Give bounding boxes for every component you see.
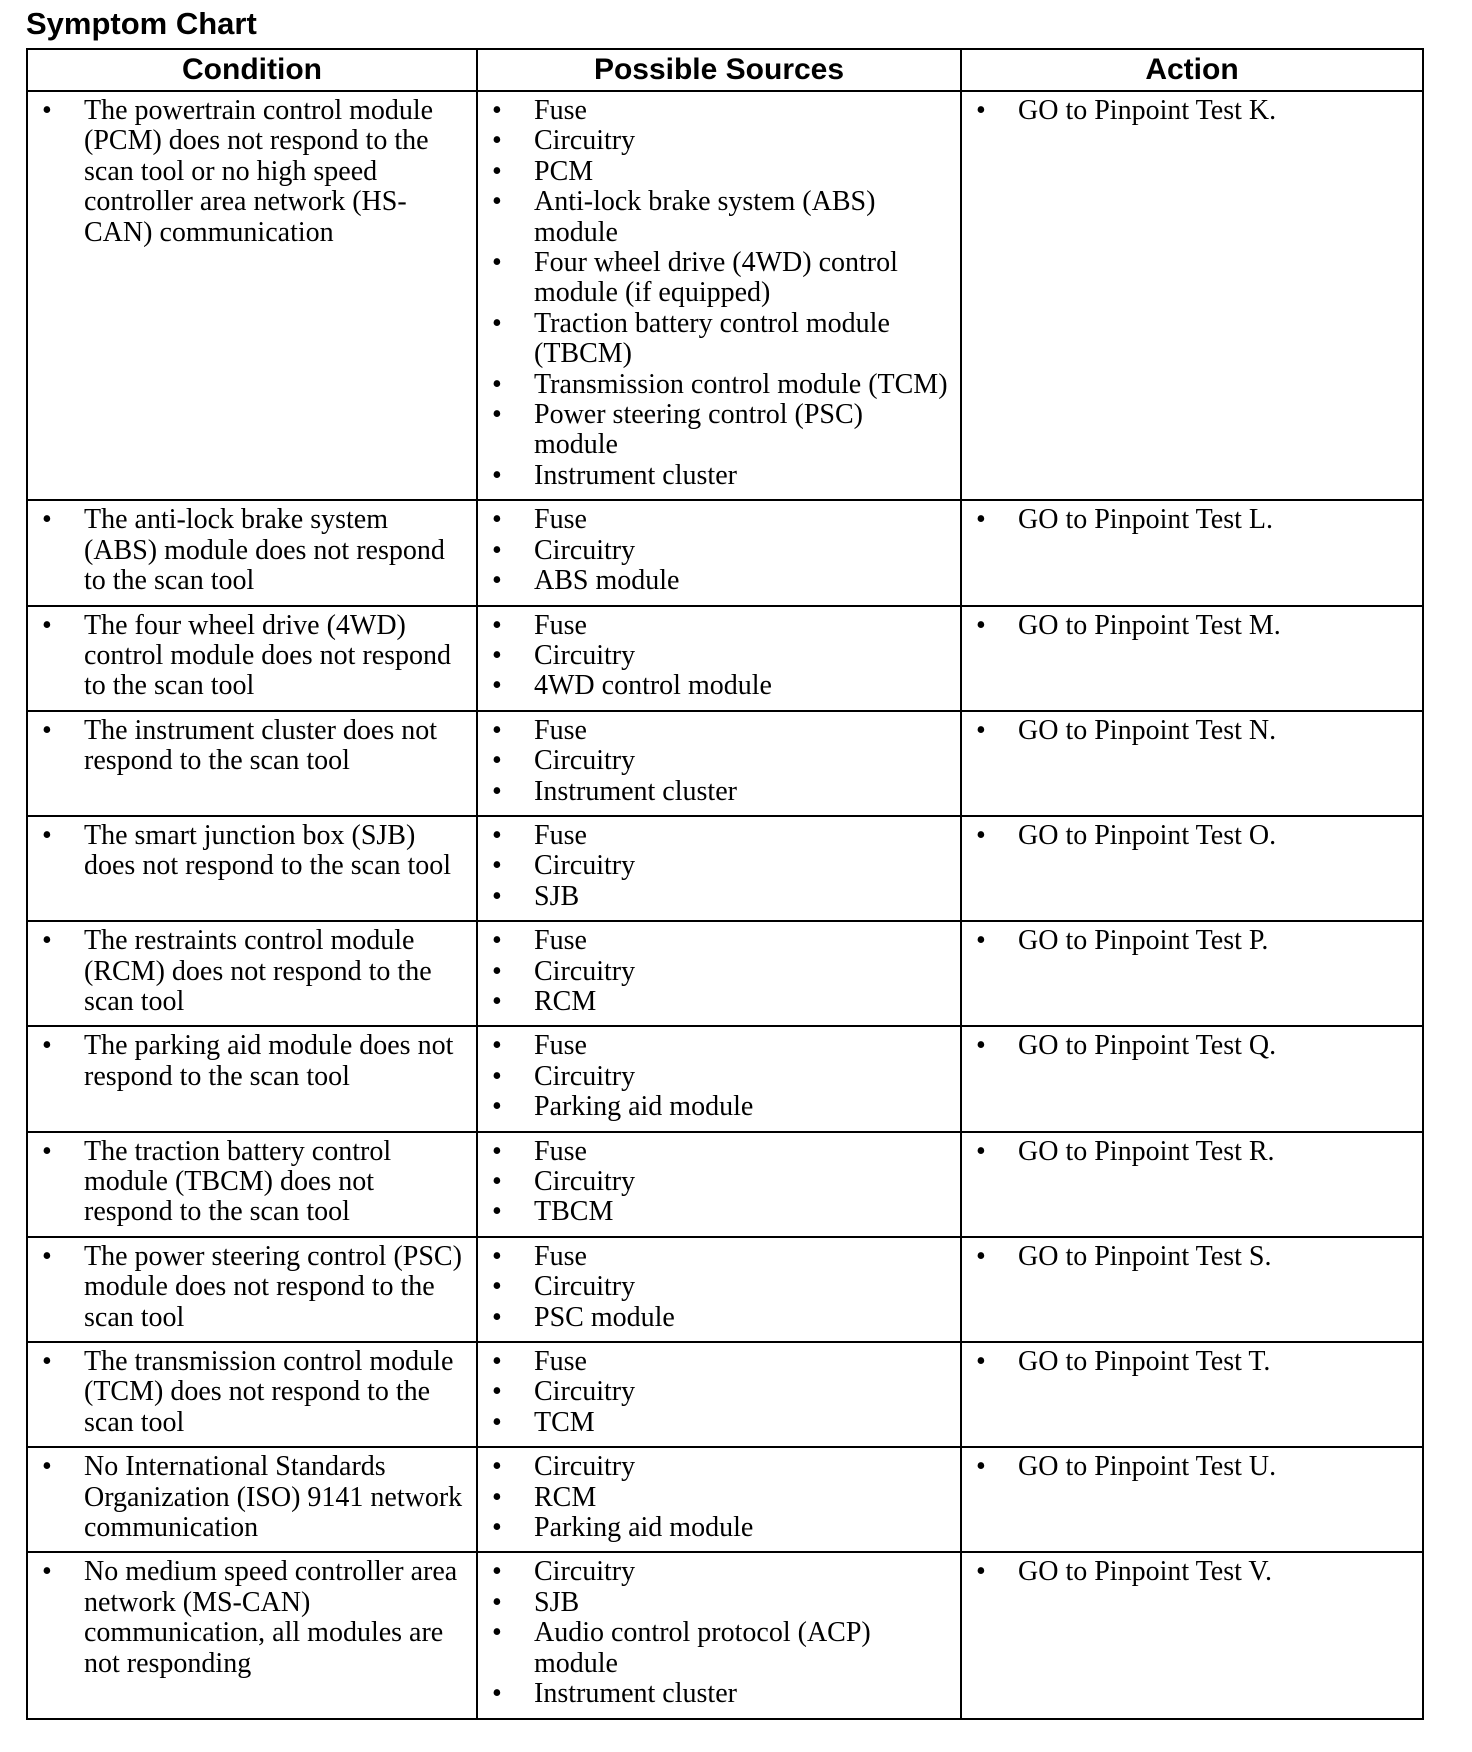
pinpoint-test-action: • GO to Pinpoint Test U. <box>972 1452 1412 1482</box>
condition-text: • The four wheel drive (4WD) control module does not respond to the scan tool <box>38 611 466 702</box>
action-cell <box>961 1447 1423 1552</box>
condition-cell <box>27 91 477 500</box>
list-item: • Instrument cluster <box>488 777 950 807</box>
list-item: • Traction battery control module (TBCM) <box>488 309 950 370</box>
table-row <box>27 1026 1423 1131</box>
possible-sources-cell <box>477 1447 961 1552</box>
table-row <box>27 91 1423 500</box>
list-item: • Instrument cluster <box>488 1679 950 1709</box>
table-row <box>27 500 1423 605</box>
possible-sources-list <box>488 1452 950 1543</box>
condition-list <box>38 611 466 702</box>
list-item: • Circuitry <box>488 1167 950 1197</box>
action-list <box>972 1031 1412 1061</box>
condition-list <box>38 821 466 882</box>
page-title: Symptom Chart <box>26 6 257 41</box>
possible-sources-list <box>488 1031 950 1122</box>
possible-sources-list <box>488 1557 950 1709</box>
possible-sources-list <box>488 821 950 912</box>
action-list <box>972 1242 1412 1272</box>
action-list <box>972 716 1412 746</box>
list-item: • Circuitry <box>488 851 950 881</box>
list-item: • TCM <box>488 1408 950 1438</box>
condition-text: • The powertrain control module (PCM) does not respond to the scan tool or no high speed controller area network (HS-CAN) communication <box>38 96 466 248</box>
pinpoint-test-action: • GO to Pinpoint Test O. <box>972 821 1412 851</box>
action-cell <box>961 1026 1423 1131</box>
list-item: • Parking aid module <box>488 1092 950 1122</box>
condition-cell <box>27 711 477 816</box>
table-row <box>27 711 1423 816</box>
list-item: • Circuitry <box>488 957 950 987</box>
action-cell <box>961 1237 1423 1342</box>
pinpoint-test-action: • GO to Pinpoint Test L. <box>972 505 1412 535</box>
list-item: • Circuitry <box>488 1062 950 1092</box>
list-item: • Fuse <box>488 1137 950 1167</box>
column-header-action: Action <box>961 49 1423 91</box>
list-item: • Power steering control (PSC) module <box>488 400 950 461</box>
action-cell <box>961 711 1423 816</box>
table-row <box>27 816 1423 921</box>
condition-cell <box>27 1132 477 1237</box>
list-item: • Fuse <box>488 1347 950 1377</box>
possible-sources-list <box>488 96 950 491</box>
pinpoint-test-action: • GO to Pinpoint Test S. <box>972 1242 1412 1272</box>
possible-sources-list <box>488 611 950 702</box>
condition-text: • No medium speed controller area network (MS-CAN) communication, all modules are not responding <box>38 1557 466 1679</box>
condition-list <box>38 96 466 248</box>
list-item: • Circuitry <box>488 746 950 776</box>
list-item: • Circuitry <box>488 641 950 671</box>
pinpoint-test-action: • GO to Pinpoint Test T. <box>972 1347 1412 1377</box>
list-item: • Circuitry <box>488 1272 950 1302</box>
action-list <box>972 1557 1412 1587</box>
list-item: • ABS module <box>488 566 950 596</box>
list-item: • Transmission control module (TCM) <box>488 370 950 400</box>
list-item: • Circuitry <box>488 1557 950 1587</box>
table-row <box>27 606 1423 711</box>
pinpoint-test-action: • GO to Pinpoint Test M. <box>972 611 1412 641</box>
action-cell <box>961 1342 1423 1447</box>
condition-text: • The parking aid module does not respond to the scan tool <box>38 1031 466 1092</box>
list-item: • Four wheel drive (4WD) control module (if equipped) <box>488 248 950 309</box>
action-list <box>972 96 1412 126</box>
list-item: • Audio control protocol (ACP) module <box>488 1618 950 1679</box>
list-item: • PCM <box>488 157 950 187</box>
action-list <box>972 1452 1412 1482</box>
possible-sources-cell <box>477 1026 961 1131</box>
possible-sources-list <box>488 1242 950 1333</box>
condition-cell <box>27 606 477 711</box>
list-item: • Parking aid module <box>488 1513 950 1543</box>
pinpoint-test-action: • GO to Pinpoint Test K. <box>972 96 1412 126</box>
condition-list <box>38 1031 466 1092</box>
condition-list <box>38 505 466 596</box>
action-cell <box>961 91 1423 500</box>
possible-sources-cell <box>477 606 961 711</box>
list-item: • Fuse <box>488 821 950 851</box>
list-item: • SJB <box>488 882 950 912</box>
condition-text: • The transmission control module (TCM) does not respond to the scan tool <box>38 1347 466 1438</box>
list-item: • Circuitry <box>488 536 950 566</box>
list-item: • Fuse <box>488 505 950 535</box>
table-row <box>27 1237 1423 1342</box>
condition-text: • The restraints control module (RCM) does not respond to the scan tool <box>38 926 466 1017</box>
list-item: • TBCM <box>488 1197 950 1227</box>
condition-cell <box>27 1552 477 1718</box>
condition-cell <box>27 1447 477 1552</box>
list-item: • Fuse <box>488 926 950 956</box>
condition-cell <box>27 1237 477 1342</box>
possible-sources-list <box>488 1137 950 1228</box>
list-item: • Fuse <box>488 611 950 641</box>
possible-sources-cell <box>477 1132 961 1237</box>
possible-sources-list <box>488 1347 950 1438</box>
column-header-condition: Condition <box>27 49 477 91</box>
list-item: • Instrument cluster <box>488 461 950 491</box>
condition-list <box>38 1557 466 1679</box>
table-row <box>27 1552 1423 1718</box>
condition-cell <box>27 1342 477 1447</box>
action-cell <box>961 500 1423 605</box>
condition-text: • The anti-lock brake system (ABS) module does not respond to the scan tool <box>38 505 466 596</box>
condition-cell <box>27 816 477 921</box>
table-row <box>27 1132 1423 1237</box>
table-row <box>27 921 1423 1026</box>
pinpoint-test-action: • GO to Pinpoint Test N. <box>972 716 1412 746</box>
list-item: • Fuse <box>488 716 950 746</box>
condition-list <box>38 1452 466 1543</box>
condition-cell <box>27 1026 477 1131</box>
condition-text: • No International Standards Organization (ISO) 9141 network communication <box>38 1452 466 1543</box>
pinpoint-test-action: • GO to Pinpoint Test Q. <box>972 1031 1412 1061</box>
possible-sources-cell <box>477 921 961 1026</box>
table-row <box>27 1447 1423 1552</box>
list-item: • RCM <box>488 1483 950 1513</box>
pinpoint-test-action: • GO to Pinpoint Test R. <box>972 1137 1412 1167</box>
condition-text: • The power steering control (PSC) module does not respond to the scan tool <box>38 1242 466 1333</box>
table-body <box>27 91 1423 1719</box>
action-cell <box>961 1552 1423 1718</box>
action-list <box>972 1137 1412 1167</box>
list-item: • 4WD control module <box>488 671 950 701</box>
action-list <box>972 505 1412 535</box>
action-cell <box>961 921 1423 1026</box>
possible-sources-cell <box>477 711 961 816</box>
condition-list <box>38 1242 466 1333</box>
condition-list <box>38 1347 466 1438</box>
condition-text: • The smart junction box (SJB) does not respond to the scan tool <box>38 821 466 882</box>
list-item: • RCM <box>488 987 950 1017</box>
possible-sources-cell <box>477 500 961 605</box>
condition-cell <box>27 921 477 1026</box>
possible-sources-cell <box>477 1342 961 1447</box>
condition-list <box>38 716 466 777</box>
possible-sources-list <box>488 926 950 1017</box>
table-header-row <box>27 49 1423 91</box>
action-list <box>972 821 1412 851</box>
condition-text: • The traction battery control module (TBCM) does not respond to the scan tool <box>38 1137 466 1228</box>
list-item: • Fuse <box>488 1031 950 1061</box>
condition-text: • The instrument cluster does not respond to the scan tool <box>38 716 466 777</box>
action-cell <box>961 1132 1423 1237</box>
pinpoint-test-action: • GO to Pinpoint Test V. <box>972 1557 1412 1587</box>
possible-sources-cell <box>477 816 961 921</box>
list-item: • Circuitry <box>488 1452 950 1482</box>
action-cell <box>961 816 1423 921</box>
action-list <box>972 611 1412 641</box>
list-item: • PSC module <box>488 1303 950 1333</box>
list-item: • Circuitry <box>488 1377 950 1407</box>
condition-cell <box>27 500 477 605</box>
possible-sources-list <box>488 716 950 807</box>
action-list <box>972 1347 1412 1377</box>
column-header-possible-sources: Possible Sources <box>477 49 961 91</box>
table-row <box>27 1342 1423 1447</box>
list-item: • SJB <box>488 1588 950 1618</box>
possible-sources-cell <box>477 1552 961 1718</box>
list-item: • Circuitry <box>488 126 950 156</box>
possible-sources-list <box>488 505 950 596</box>
symptom-chart-table <box>26 48 1424 1720</box>
list-item: • Fuse <box>488 96 950 126</box>
action-list <box>972 926 1412 956</box>
possible-sources-cell <box>477 91 961 500</box>
pinpoint-test-action: • GO to Pinpoint Test P. <box>972 926 1412 956</box>
action-cell <box>961 606 1423 711</box>
possible-sources-cell <box>477 1237 961 1342</box>
condition-list <box>38 1137 466 1228</box>
list-item: • Fuse <box>488 1242 950 1272</box>
condition-list <box>38 926 466 1017</box>
list-item: • Anti-lock brake system (ABS) module <box>488 187 950 248</box>
